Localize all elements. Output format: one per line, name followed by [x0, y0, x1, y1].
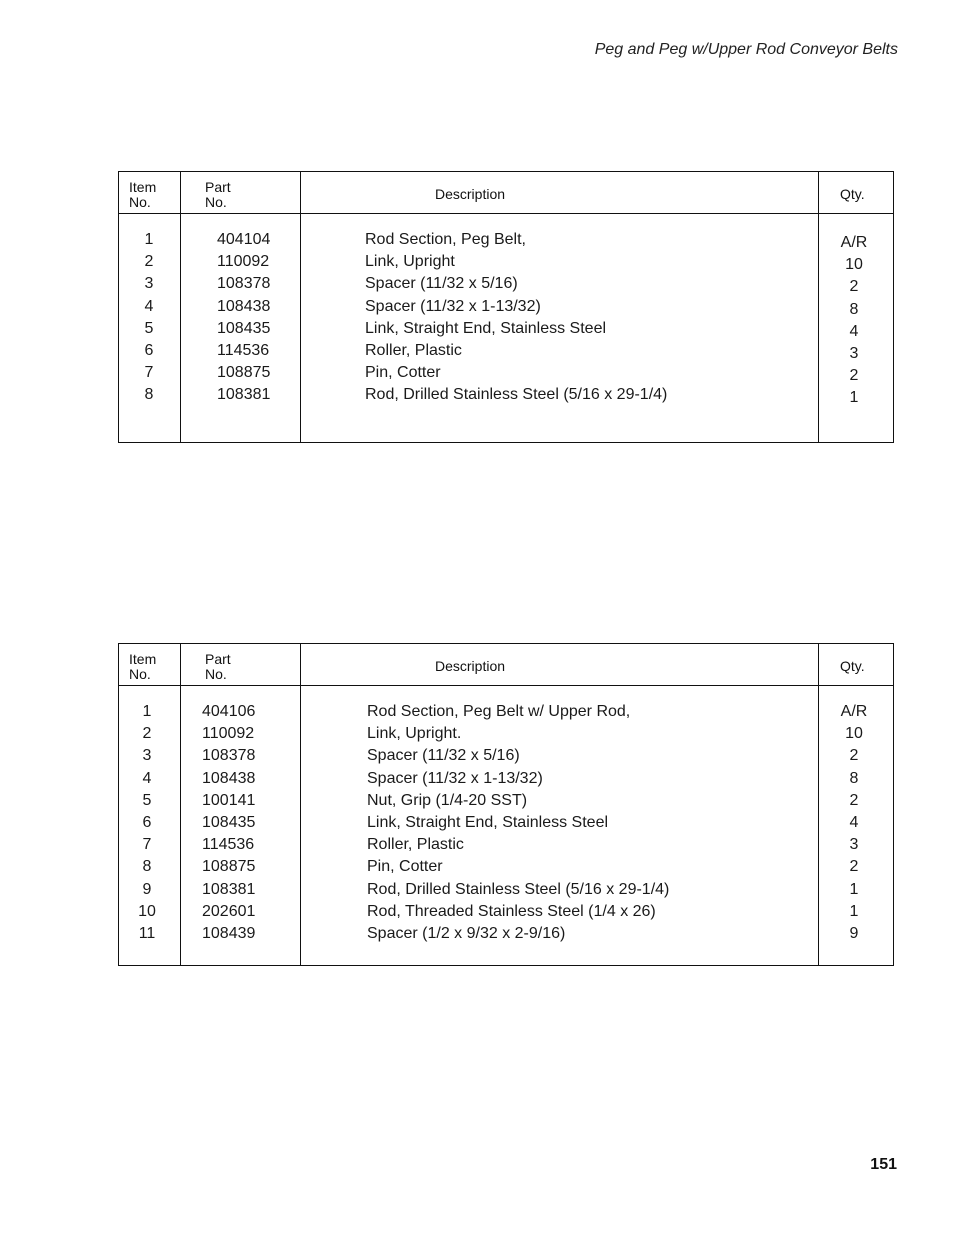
- description-cell: Link, Straight End, Stainless Steel: [365, 319, 607, 337]
- item-no-cell: 1: [142, 703, 152, 720]
- table-row: [119, 790, 893, 812]
- header-description: Description: [435, 658, 506, 674]
- table-row: [119, 879, 893, 901]
- header-qty: Qty.: [840, 658, 865, 674]
- qty-cell: 3: [849, 836, 859, 854]
- header-item-line1: Item: [129, 179, 157, 195]
- qty-cell: 3: [849, 344, 859, 362]
- page-number: 151: [870, 1156, 897, 1173]
- header-part-no: [205, 180, 231, 210]
- header-item-line2: No.: [129, 194, 151, 210]
- qty-cell: 10: [845, 256, 863, 274]
- description-cell: Link, Straight End, Stainless Steel: [367, 813, 609, 831]
- part-no-cell: 404106: [202, 703, 256, 720]
- qty-cell: 2: [849, 747, 859, 765]
- description-cell: Rod Section, Peg Belt,: [365, 231, 526, 248]
- part-no-cell: 202601: [202, 902, 256, 920]
- table-row: [119, 923, 893, 945]
- item-no-cell: 1: [144, 231, 154, 248]
- description-cell: Roller, Plastic: [365, 341, 462, 359]
- header-part-no: [205, 652, 231, 682]
- part-no-cell: 114536: [202, 836, 255, 854]
- table-row: [119, 745, 893, 767]
- header-description: Description: [435, 186, 506, 202]
- table-row: [119, 856, 893, 878]
- header-part-line1: Part: [205, 179, 231, 195]
- part-no-cell: 108439: [202, 924, 256, 942]
- qty-cell: 1: [849, 880, 859, 898]
- item-no-cell: 7: [144, 364, 154, 382]
- header-qty: Qty.: [840, 186, 865, 202]
- table-row: [119, 701, 893, 723]
- parts-table-peg-belt-upper-rod: [118, 643, 894, 966]
- part-no-cell: 108381: [202, 880, 256, 898]
- part-no-cell: 110092: [202, 725, 255, 743]
- description-cell: Rod, Threaded Stainless Steel (1/4 x 26): [367, 902, 656, 920]
- item-no-cell: 7: [142, 836, 152, 854]
- item-no-cell: 3: [142, 747, 152, 765]
- part-no-cell: 110092: [217, 253, 270, 271]
- item-no-cell: 8: [144, 386, 154, 404]
- description-cell: Spacer (11/32 x 5/16): [367, 747, 520, 765]
- header-item-no: [129, 652, 156, 682]
- table-row: [119, 901, 893, 923]
- description-cell: Spacer (11/32 x 5/16): [365, 275, 518, 293]
- part-no-cell: 108378: [217, 275, 271, 293]
- item-no-cell: 4: [144, 297, 154, 315]
- header-item-line2: No.: [129, 666, 151, 682]
- item-no-cell: 6: [142, 813, 152, 831]
- table-row: [119, 318, 893, 340]
- description-cell: Link, Upright.: [367, 725, 462, 743]
- description-cell: Spacer (11/32 x 1-13/32): [367, 769, 543, 787]
- table-row: [119, 340, 893, 362]
- description-cell: Pin, Cotter: [367, 858, 443, 876]
- qty-cell: 1: [849, 389, 859, 407]
- description-cell: Roller, Plastic: [367, 836, 464, 854]
- header-part-line2: No.: [205, 666, 227, 682]
- item-no-cell: 11: [138, 924, 156, 942]
- table-body: [119, 701, 893, 945]
- qty-cell: 4: [849, 322, 859, 340]
- qty-cell: 8: [849, 769, 859, 787]
- item-no-cell: 3: [144, 275, 154, 293]
- table-body: [119, 229, 893, 407]
- part-no-cell: 108435: [217, 319, 271, 337]
- part-no-cell: 100141: [202, 791, 256, 809]
- part-no-cell: 108875: [217, 364, 271, 382]
- description-cell: Spacer (1/2 x 9/32 x 2-9/16): [367, 924, 566, 942]
- item-no-cell: 9: [142, 880, 152, 898]
- table-row: [119, 723, 893, 745]
- header-rule: [119, 213, 893, 214]
- qty-cell: 2: [849, 791, 859, 809]
- description-cell: Nut, Grip (1/4-20 SST): [367, 791, 528, 809]
- table-row: [119, 296, 893, 318]
- header-item-line1: Item: [129, 651, 157, 667]
- description-cell: Pin, Cotter: [365, 364, 441, 382]
- part-no-cell: 108378: [202, 747, 256, 765]
- part-no-cell: 404104: [217, 231, 271, 248]
- qty-cell: 9: [849, 924, 859, 942]
- item-no-cell: 2: [144, 253, 154, 271]
- part-no-cell: 114536: [217, 341, 270, 359]
- item-no-cell: 2: [142, 725, 152, 743]
- table-row: [119, 834, 893, 856]
- description-cell: Spacer (11/32 x 1-13/32): [365, 297, 541, 315]
- part-no-cell: 108438: [202, 769, 256, 787]
- table-row: [119, 229, 893, 251]
- item-no-cell: 8: [142, 858, 152, 876]
- header-rule: [119, 685, 893, 686]
- description-cell: Rod, Drilled Stainless Steel (5/16 x 29-1/4): [367, 880, 670, 898]
- qty-cell: 2: [849, 858, 859, 876]
- part-no-cell: 108875: [202, 858, 256, 876]
- table-row: [119, 251, 893, 273]
- description-cell: Link, Upright: [365, 253, 455, 271]
- qty-cell: 2: [849, 367, 859, 385]
- parts-table-peg-belt: [118, 171, 894, 443]
- part-no-cell: 108381: [217, 386, 271, 404]
- qty-cell: 10: [845, 725, 863, 743]
- header-item-no: [129, 180, 156, 210]
- table-row: [119, 384, 893, 406]
- item-no-cell: 10: [138, 902, 156, 920]
- item-no-cell: 5: [144, 319, 154, 337]
- item-no-cell: 6: [144, 341, 154, 359]
- item-no-cell: 4: [142, 769, 152, 787]
- table-row: [119, 273, 893, 295]
- qty-cell: 8: [849, 300, 859, 318]
- running-header: Peg and Peg w/Upper Rod Conveyor Belts: [594, 41, 898, 58]
- table-row: [119, 768, 893, 790]
- table-row: [119, 812, 893, 834]
- description-cell: Rod, Drilled Stainless Steel (5/16 x 29-1/4): [365, 386, 668, 404]
- header-part-line1: Part: [205, 651, 231, 667]
- part-no-cell: 108438: [217, 297, 271, 315]
- qty-cell: 4: [849, 813, 859, 831]
- qty-cell: 1: [849, 902, 859, 920]
- table-row: [119, 362, 893, 384]
- header-part-line2: No.: [205, 194, 227, 210]
- qty-cell: A/R: [840, 234, 868, 251]
- description-cell: Rod Section, Peg Belt w/ Upper Rod,: [367, 703, 631, 720]
- qty-cell: A/R: [840, 703, 868, 720]
- item-no-cell: 5: [142, 791, 152, 809]
- part-no-cell: 108435: [202, 813, 256, 831]
- qty-cell: 2: [849, 278, 859, 296]
